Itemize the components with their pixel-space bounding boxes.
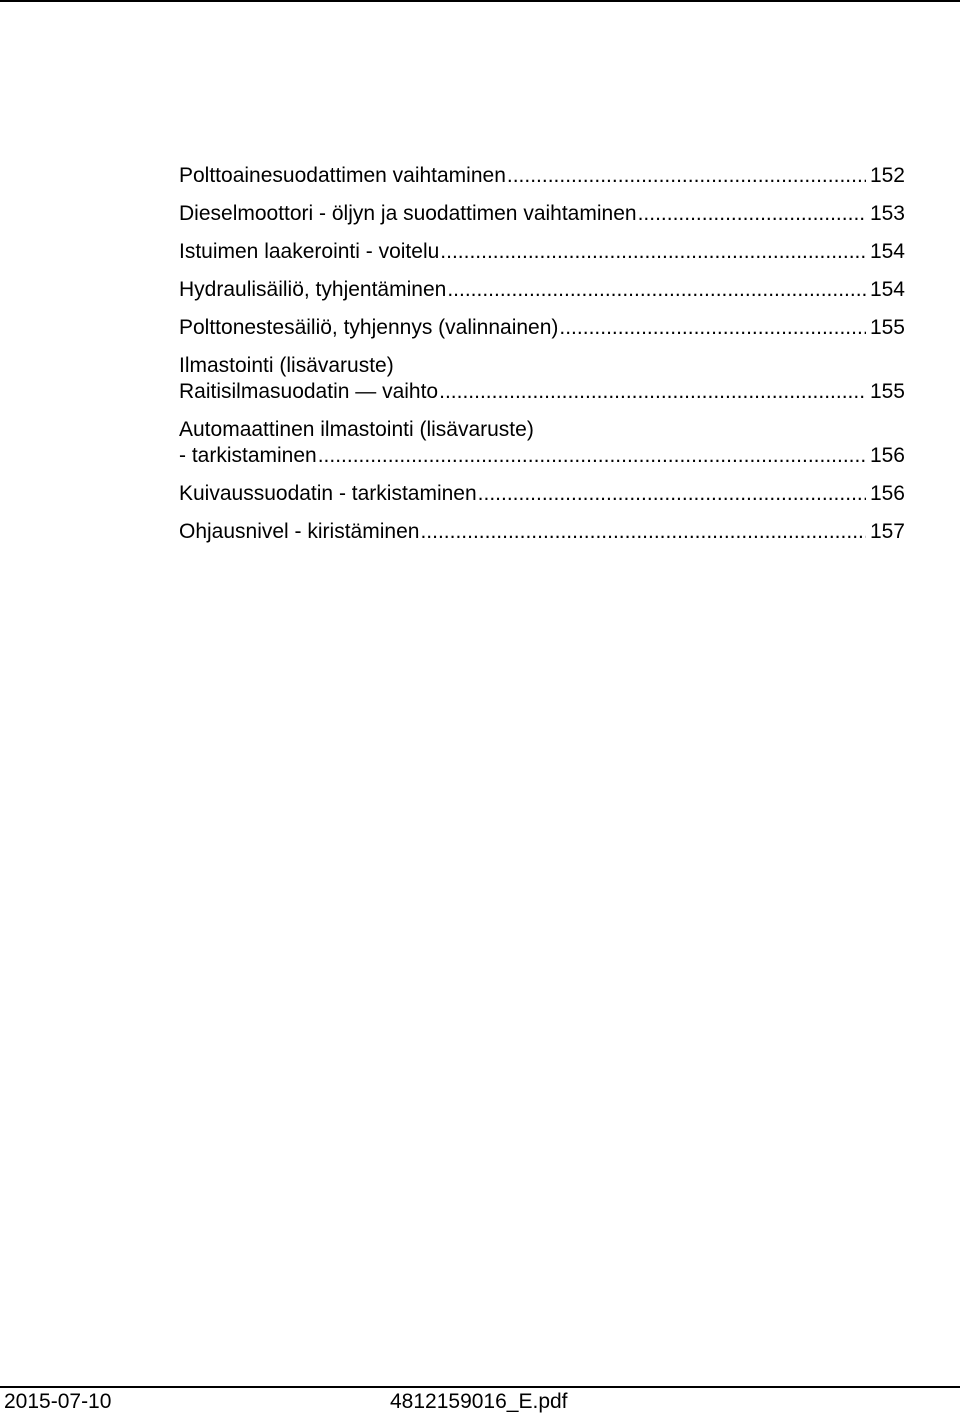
toc-entry-page: 156 [869,444,905,467]
dot-leader [507,163,866,189]
toc-line [179,443,905,469]
dot-leader [447,277,866,303]
toc-entry[interactable] [179,277,905,303]
top-rule [0,0,960,2]
toc-entry[interactable] [179,481,905,507]
dot-leader [478,481,866,507]
footer-date: 2015-07-10 [4,1390,112,1413]
toc-entry-title: Polttoainesuodattimen vaihtaminen [179,164,506,187]
dot-leader [420,519,866,545]
toc-entry-title: Polttonestesäiliö, tyhjennys (valinnainen) [179,316,559,339]
toc-entry-page: 157 [869,520,905,543]
dot-leader [318,443,866,469]
toc-entry[interactable] [179,315,905,341]
toc-entry-page: 153 [869,202,905,225]
toc-entry[interactable] [179,163,905,189]
footer-filename: 4812159016_E.pdf [390,1390,568,1413]
toc-line [179,277,905,303]
toc-entry-title: Kuivaussuodatin - tarkistaminen [179,482,477,505]
toc-entry-heading: Automaattinen ilmastointi (lisävaruste) [179,418,534,441]
dot-leader [440,239,866,265]
toc-entry-title: Dieselmoottori - öljyn ja suodattimen vaihtaminen [179,202,637,225]
toc-entry[interactable] [179,417,905,469]
toc-entry-title: Istuimen laakerointi - voitelu [179,240,440,263]
toc-line [179,519,905,545]
toc-line [179,239,905,265]
toc-line [179,315,905,341]
toc-entry[interactable] [179,239,905,265]
toc-entry[interactable] [179,519,905,545]
toc-entry-title: Ohjausnivel - kiristäminen [179,520,420,543]
toc-line [179,481,905,507]
dot-leader [559,315,866,341]
toc-entry-page: 152 [869,164,905,187]
toc-entry-page: 154 [869,278,905,301]
toc-entry[interactable] [179,353,905,405]
dot-leader [439,379,866,405]
toc-entry-heading: Ilmastointi (lisävaruste) [179,354,394,377]
toc-line [179,379,905,405]
dot-leader [638,201,866,227]
toc-entry-page: 155 [869,380,905,403]
toc-entry[interactable] [179,201,905,227]
toc-entry-title: Hydraulisäiliö, tyhjentäminen [179,278,447,301]
toc-entry-page: 154 [869,240,905,263]
toc-entry-title: Raitisilmasuodatin — vaihto [179,380,439,403]
toc-line [179,163,905,189]
toc-entry-title: - tarkistaminen [179,444,317,467]
table-of-contents [179,163,905,557]
toc-entry-page: 155 [869,316,905,339]
footer-rule [0,1386,960,1388]
toc-entry-page: 156 [869,482,905,505]
toc-line [179,201,905,227]
